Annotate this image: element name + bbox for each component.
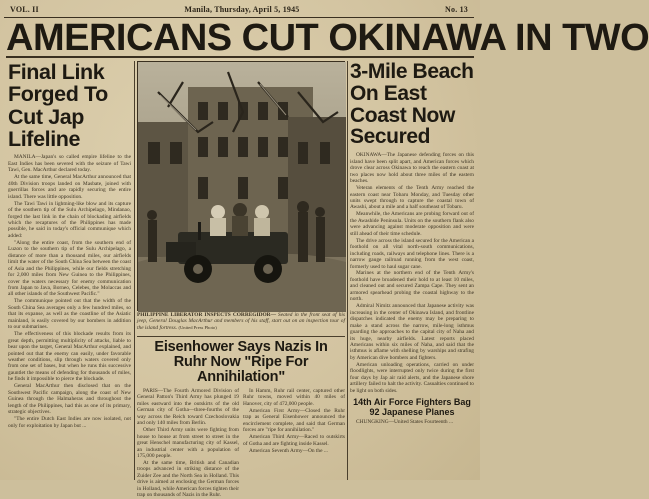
center-paragraph: American Third Army—Raced to outskirts of Gotha and are fighting inside Kassel. bbox=[243, 434, 345, 447]
center-paragraph: American Seventh Army—On the ... bbox=[249, 447, 328, 454]
left-story-body bbox=[8, 154, 131, 429]
right-paragraph: Meanwhile, the Americans are probing forward out of the Awashide Peninsula. Units on the southern flank also were advancing against moderate opposition and were still ahead of their time schedule. bbox=[350, 211, 474, 237]
caption-lead: PHILIPPINE LIBERATOR INSPECTS CORREGIDOR— bbox=[137, 312, 276, 318]
left-paragraph: "Along the entire coast, from the southern end of Luzon to the southern tip of the Sulu Archipelago, a distance of more than a thousand miles, our airfields limit the water of the South China Sea between the coast of Asia and the Philippines, while our fields stretching for 2,000 miles from New Guinea to the Philippines, cover the waters necessary for enemy communication from Japan to Java, Borneo, Celebes, the Molaccas and all other islands of the Southwest Pacific." bbox=[8, 239, 131, 298]
caption-text: Seated in the front seat of his jeep, General Douglas MacArthur and members of his staff, start out on an inspection tour of the island fortress. bbox=[137, 312, 345, 331]
right-paragraph: OKINAWA—The Japanese defending forces on this island have been split apart, and American forces which drove clear across Okinawa to reach the eastern coast at two places now hold about three miles of the eastern beaches. bbox=[350, 152, 474, 185]
dateline: Manila, Thursday, April 5, 1945 bbox=[184, 5, 300, 14]
right-sub-paragraph: CHUNGKING—United States Fourteenth ... bbox=[356, 419, 454, 426]
right-story bbox=[350, 61, 474, 480]
center-story-col-2 bbox=[243, 388, 345, 499]
photo-caption bbox=[137, 312, 345, 334]
left-paragraph: The effectiveness of this blockade results from its great depth, permitting multiplicity of attacks, liable to bear upon the target, General MacArthur explained, and pointed out that the enemy can easily, under favorable weather conditions, slip through waters covered only from one set of bases, but when he runs this successive gauntlet the means of defending for thousands of miles, he finds it impossible to pierce the blockade. bbox=[8, 331, 131, 383]
center-paragraph: American First Army—Closed the Ruhr trap as General Eisenhower announced the encirclement complete, and said that German forces are "ripe for annihilation." bbox=[243, 407, 345, 434]
news-photo bbox=[137, 61, 345, 311]
left-paragraph: The Tawi Tawi in lightning-like blow and its capture of the southern tip of the Sulu Archipelago, Mindanao, forged the last link in the chain of blockading airfields which the recaptures of the Philippines has made possible, he said in today's official communique which added: bbox=[8, 200, 131, 239]
issue-number: No. 13 bbox=[445, 5, 468, 14]
column-rule-right bbox=[347, 61, 348, 480]
volume-label: VOL. II bbox=[10, 5, 39, 14]
left-paragraph: At the same time, General MacArthur announced that 40th Division troops landed on Masbate, joined with guerrillas forces and are rapidly securing the entire island. There was little opposition. bbox=[8, 174, 131, 200]
left-paragraph: General MacArthur then disclosed that on the Southwest Pacific campaign, along the coast of New Guinea through the Halmaheras and throughout the length of the Philippines, had this as one of its primary, strategic objectives. bbox=[8, 383, 131, 416]
right-paragraph: The drive across the island secured for the American a foothold on all vital north-south communications, including roads, railways and telephone lines. There is a narrow gauge railroad running from the west coast, formerly used to haul sugar cane. bbox=[350, 237, 474, 270]
right-paragraph: Marines at the northern end of the Tenth Army's foothold have broadened their hold to at least 10 miles, and cleaned out and secured Zampa Cape. They sent an armored spearhead probing the coastal highway to the north. bbox=[350, 270, 474, 303]
column-rule-left bbox=[134, 61, 135, 480]
left-paragraph: "The entire Dutch East Indies are now isolated, not only for exploitation by Japan but ... bbox=[8, 416, 131, 429]
center-story bbox=[137, 339, 345, 499]
photo-credit: (United Press Photo) bbox=[178, 324, 217, 330]
left-paragraph: MANILA—Japan's so called empire lifeline to the East Indies has been severed with the seizure of Tawi Tawi, Gen. MacArthur declared today. bbox=[8, 154, 131, 174]
center-story-headline: Eisenhower Says Nazis In Ruhr Now "Ripe For Annihilation" bbox=[154, 339, 328, 385]
center-paragraph: At the same time, British and Canadian troops advanced in striking distance of the Zuider Zee and the North Sea in Holland. This drive is aimed at enclosing the German forces in Holland, while American forces tighten their trap on thousands of Nazis in the Ruhr. bbox=[137, 459, 239, 499]
center-story-col-1 bbox=[137, 388, 239, 499]
right-sub-body bbox=[350, 419, 474, 425]
right-story-body bbox=[350, 152, 474, 394]
left-paragraph: The communique pointed out that the width of the South China Sea averages only a few hundred miles, so that its expanse, as well as the coastline of the Asiatic mainland, is easily covered by our bombers in addition to our submarines. bbox=[8, 298, 131, 331]
left-story bbox=[8, 61, 131, 480]
right-paragraph: Admiral Nimitz announced that Japanese activity was increasing in the center of Okinawa Island, and frontline dispatches indicated the enemy may be preparing to make a stand across the narrow, mile-long isthmus guarding the approaches to the capital city of Naha and its huge, nearby airfields. Latest reports placed Americans within six miles of Naha, and said that the isthmus is aflame with shelling by warships and strafing by American dive bombers and fighters. bbox=[350, 303, 474, 361]
masthead bbox=[4, 4, 474, 18]
left-story-headline: Final Link Forged To Cut Jap Lifeline bbox=[8, 60, 108, 152]
section-rule bbox=[137, 336, 345, 337]
center-paragraph: In Hamm, Ruhr rail center, captured other Ruhr towns, moved within 40 miles of Hanover, city of 472,000 people. bbox=[243, 388, 345, 407]
right-paragraph: American unloading operations, carried on under floodlights, were interrupted only twice during the first four days by Jap air raid alerts, and the Japanese shore artillery failed to halt the activity. Casualties continued to be light on both sides. bbox=[350, 361, 474, 394]
right-sub-headline: 14th Air Force Fighters Bag 92 Japanese Planes bbox=[353, 397, 471, 418]
right-paragraph: Veteran elements of the Tenth Army reached the eastern coast near Tobaru Monday, and Tuesday other units swept through to capture the coastal town of Awashi, about a mile and a half southeast of Tobaru. bbox=[350, 185, 474, 211]
center-paragraph: Other Third Army units were fighting from house to house at from street to street in the great Henschel manufacturing city of Kassel, an industrial center with a population of 175,000 people. bbox=[137, 427, 239, 460]
banner-headline: AMERICANS CUT OKINAWA IN TWO bbox=[6, 17, 649, 59]
right-story-headline: 3-Mile Beach On East Coast Now Secured bbox=[350, 60, 474, 149]
center-paragraph: PARIS—The Fourth Armored Division of General Patton's Third Army has plunged 19 miles eastward into the outskirts of the old German city of Gotha—three-fourths of the way across the Reich toward Czechoslovakia and only 140 miles from Berlin. bbox=[137, 388, 239, 427]
jeep-photo-illustration bbox=[138, 62, 346, 312]
